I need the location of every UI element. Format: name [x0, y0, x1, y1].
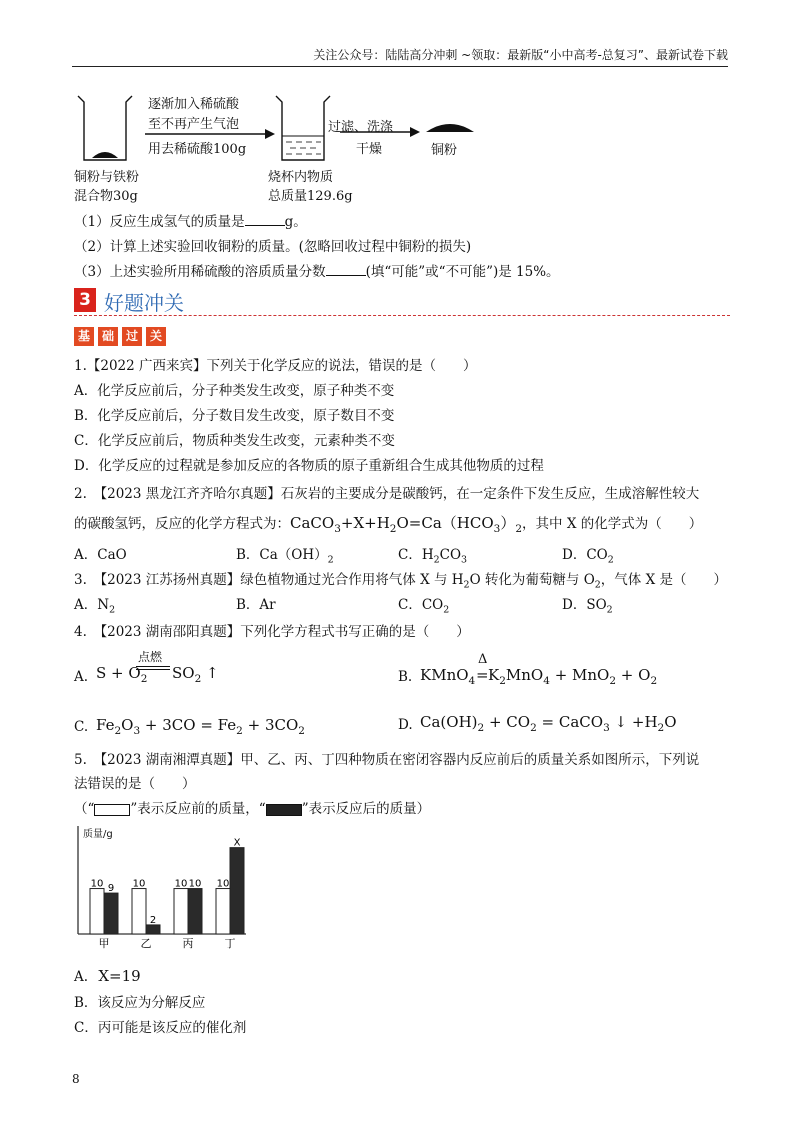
label-after-3: X [233, 837, 241, 849]
label-copper: 铜粉 [431, 143, 458, 158]
label-beaker-line1: 烧杯内物质 [268, 170, 334, 185]
bar-before-3 [216, 889, 230, 934]
label-after-0: 9 [107, 883, 115, 895]
q2-equation: $CaCO_3+X+H_2O=Ca(HCO_3)_2$ [290, 514, 523, 535]
solution-hatch [286, 142, 321, 154]
q1-option-a[interactable]: A．化学反应前后，分子种类发生改变，原子种类不变 [74, 383, 395, 399]
q5-option-b[interactable]: B．该反应为分解反应 [74, 995, 206, 1011]
q3-option-d[interactable]: D．$SO_2$ [562, 597, 613, 616]
condition-heat: Δ [478, 652, 488, 667]
page-number: 8 [72, 1072, 80, 1086]
section-number: 3 [74, 288, 96, 312]
q4-option-c[interactable]: C. $Fe_2O_3 + 3CO = Fe_2 + 3CO_2$ [74, 716, 305, 737]
q5-stem-line1: 5. 【2023 湖南湘潭真题】甲、乙、丙、丁四种物质在密闭容器内反应前后的质量关系如图所示，下列说 [74, 752, 700, 768]
bar-before-2 [174, 889, 188, 934]
y-axis-label: 质量/g [83, 829, 113, 840]
q3-option-b[interactable]: B．Ar [236, 597, 276, 613]
q2-stem-line1: 2. 【2023 黑龙江齐齐哈尔真题】石灰岩的主要成分是碳酸钙，在一定条件下发生反应，生成溶解性较大 [74, 486, 700, 502]
tag-chu: 础 [98, 327, 118, 346]
q3-option-c[interactable]: C．$CO_2$ [398, 597, 450, 616]
legend-before-swatch [94, 804, 130, 816]
q2-option-a[interactable]: A．CaO [74, 547, 127, 563]
q2-stem-line2: 的碳酸氢钙，反应的化学方程式为：$CaCO_3+X+H_2O=Ca(HCO_3)_2$，其中 X 的化学式为（ ） [74, 514, 703, 535]
category-0: 甲 [98, 937, 110, 950]
beaker-1 [78, 96, 132, 160]
tag-guo: 过 [122, 327, 142, 346]
category-1: 乙 [140, 937, 152, 950]
bar-before-0 [90, 889, 104, 934]
q1-option-b[interactable]: B．化学反应前后，分子数目发生改变，原子数目不变 [74, 408, 395, 424]
label-before-3: 10 [216, 878, 230, 890]
q1-option-d[interactable]: D．化学反应的过程就是参加反应的各物质的原子重新组合生成其他物质的过程 [74, 458, 544, 474]
label-mixture-line2: 混合物30g [74, 189, 138, 204]
category-3: 丁 [224, 937, 236, 950]
step1-line3: 用去稀硫酸100g [148, 142, 247, 157]
bar-after-3 [230, 848, 244, 934]
beaker-2 [276, 96, 330, 160]
q3-option-a[interactable]: A．$N_2$ [74, 597, 116, 616]
step1-line1: 逐渐加入稀硫酸 [148, 97, 240, 112]
q1-option-c[interactable]: C．化学反应前后，物质种类发生改变，元素种类不变 [74, 433, 395, 449]
q5-stem-line2: 法错误的是（ ） [74, 776, 196, 792]
mass-bar-chart [70, 822, 250, 956]
header-divider [72, 66, 728, 67]
legend-after-swatch [266, 804, 302, 816]
mixture-powder [92, 152, 118, 158]
q4-option-b[interactable]: B. KMnO$_4$ Δ = $K_2MnO_4 + MnO_2 + O_2$ [398, 652, 658, 687]
label-after-1: 2 [149, 914, 157, 926]
q4-option-d[interactable]: D. $Ca(OH)_2 + CO_2$ = CaCO$_3$ ↓ $+H_2O$ [398, 713, 677, 734]
bar-after-1 [146, 925, 160, 934]
page-header: 关注公众号：陆陆高分冲刺 ~领取：最新版“小中高考-总复习”、最新试卷下载 [313, 48, 728, 62]
step2-line1: 过滤、洗涤 [328, 120, 394, 135]
q4-stem: 4. 【2023 湖南邵阳真题】下列化学方程式书写正确的是（ ） [74, 624, 470, 640]
bar-after-2 [188, 889, 202, 934]
bar-before-1 [132, 889, 146, 934]
condition-ignite: 点燃 [138, 650, 163, 664]
bar-after-0 [104, 893, 118, 934]
label-before-0: 10 [90, 878, 104, 890]
tag-guan: 关 [146, 327, 166, 346]
q2-option-c[interactable]: C．$H_2CO_3$ [398, 547, 468, 566]
section-divider [74, 315, 730, 316]
q5-legend: （“ ”表示反应前的质量，“ ”表示反应后的质量） [74, 801, 431, 817]
step1-line2: 至不再产生气泡 [148, 117, 240, 132]
q5-option-c[interactable]: C．丙可能是该反应的催化剂 [74, 1020, 247, 1036]
q2-option-b[interactable]: B．$Ca(OH)_2$ [236, 547, 334, 566]
answer-blank-2[interactable] [326, 263, 366, 276]
answer-blank-1[interactable] [245, 213, 285, 226]
copper-powder [426, 124, 474, 132]
q5-option-a[interactable]: A. X=19 [74, 967, 141, 985]
q3-stem: 3. 【2023 江苏扬州真题】绿色植物通过光合作用将气体 X 与 $H_2O$ 转化为葡萄糖与 $O_2$，气体 X 是（ ） [74, 572, 727, 591]
label-after-2: 10 [188, 878, 202, 890]
q2-option-d[interactable]: D．$CO_2$ [562, 547, 614, 566]
q1-stem: 1.【2022 广西来宾】下列关于化学反应的说法，错误的是（ ） [74, 358, 477, 374]
label-mixture-line1: 铜粉与铁粉 [74, 170, 140, 185]
prev-q1: （1）反应生成氢气的质量是 g。 [74, 214, 307, 230]
tag-ji: 基 [74, 327, 94, 346]
step2-line2: 干燥 [356, 142, 383, 157]
label-beaker-line2: 总质量129.6g [268, 189, 353, 204]
prev-q2: （2）计算上述实验回收铜粉的质量。(忽略回收过程中铜粉的损失) [74, 239, 472, 255]
q4-option-a[interactable]: A. $S + O_2$ 点燃 $SO_2$ ↑ [74, 650, 219, 685]
label-before-1: 10 [132, 878, 146, 890]
experiment-diagram [70, 88, 490, 168]
prev-q3: （3）上述实验所用稀硫酸的溶质质量分数 (填“可能”或“不可能”)是 15%。 [74, 264, 560, 280]
category-2: 丙 [182, 937, 194, 950]
section-title: 好题冲关 [104, 291, 184, 315]
label-before-2: 10 [174, 878, 188, 890]
